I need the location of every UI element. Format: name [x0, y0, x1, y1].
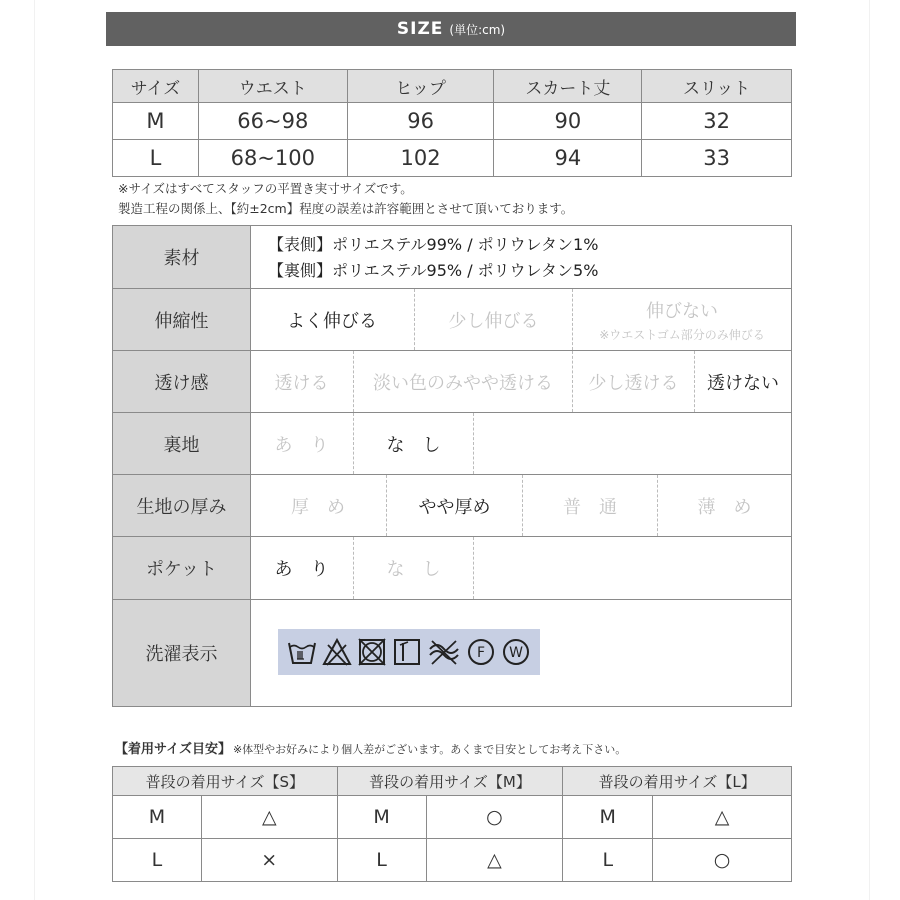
table-cell: L [563, 839, 653, 882]
table-row [113, 839, 792, 882]
table-cell: M [113, 796, 202, 839]
column-header: 普段の着用サイズ【M】 [337, 767, 563, 796]
thickness-option: やや厚め [387, 475, 523, 536]
size-table-header [113, 70, 792, 103]
table-cell: △ [426, 839, 563, 882]
table-row [113, 103, 792, 140]
table-cell: 90 [494, 103, 642, 140]
table-cell: L [113, 839, 202, 882]
table-cell: M [337, 796, 426, 839]
material-line: 【表側】ポリエステル99% / ポリウレタン1% [268, 235, 599, 254]
table-cell: L [113, 140, 199, 177]
note-line: 製造工程の関係上、【約±2cm】程度の誤差は許容範囲とさせて頂いております。 [118, 201, 574, 216]
wetclean-letter: W [509, 645, 524, 661]
spec-row-sheerness [113, 351, 791, 413]
spec-row-lining [113, 413, 791, 475]
size-title: SIZE [396, 19, 444, 39]
spec-row-material [113, 226, 791, 289]
table-cell: M [113, 103, 199, 140]
column-header: スカート丈 [494, 70, 642, 103]
lining-option: な し [354, 413, 474, 474]
laundry-symbols [278, 629, 540, 675]
thickness-option: 普 通 [523, 475, 658, 536]
wring-icon [427, 637, 461, 667]
column-header: 普段の着用サイズ【S】 [113, 767, 338, 796]
table-cell: M [563, 796, 653, 839]
table-row [113, 796, 792, 839]
spec-row-thickness [113, 475, 791, 537]
table-cell: 68~100 [198, 140, 347, 177]
table-cell: △ [653, 796, 792, 839]
spec-table [112, 225, 792, 707]
sheer-option: 透けない [707, 372, 779, 394]
fit-table-header [113, 767, 792, 796]
spec-row-laundry [113, 600, 791, 706]
table-cell: 66~98 [198, 103, 347, 140]
sheer-option: 透ける [250, 351, 354, 412]
column-header: ウエスト [198, 70, 347, 103]
column-header: スリット [642, 70, 792, 103]
table-cell: 102 [347, 140, 494, 177]
fit-guide-heading: 【着用サイズ目安】 [115, 742, 231, 757]
table-cell: ○ [426, 796, 563, 839]
table-cell: 33 [642, 140, 792, 177]
line-dry-icon [392, 637, 422, 667]
pocket-option: な し [354, 537, 474, 599]
spec-label: 洗濯表示 [113, 600, 251, 706]
table-cell: 96 [347, 103, 494, 140]
table-cell: 94 [494, 140, 642, 177]
size-table [112, 69, 792, 177]
no-bleach-icon [322, 637, 352, 667]
spec-label: 裏地 [113, 413, 251, 474]
no-tumble-dry-icon [357, 637, 387, 667]
spec-row-stretch [113, 289, 791, 351]
washtub-icon [287, 637, 317, 667]
spec-label: 素材 [113, 226, 251, 288]
spec-label: 透け感 [113, 351, 251, 412]
table-cell: × [201, 839, 337, 882]
lining-option: あ り [250, 413, 354, 474]
dryclean-letter: F [477, 645, 486, 661]
column-header: 普段の着用サイズ【L】 [563, 767, 792, 796]
thickness-option: 薄 め [697, 496, 752, 518]
size-unit: (単位:cm) [449, 23, 506, 37]
stretch-option: 伸びない [646, 300, 718, 322]
stretch-sub-note: ※ウエストゴム部分のみ伸びる [599, 327, 765, 342]
spec-label: 生地の厚み [113, 475, 251, 536]
thickness-option: 厚 め [250, 475, 387, 536]
measurement-notes [118, 179, 573, 219]
dryclean-f-icon [466, 637, 496, 667]
spec-row-pocket [113, 537, 791, 600]
material-line: 【裏側】ポリエステル95% / ポリウレタン5% [268, 261, 599, 280]
spec-label: ポケット [113, 537, 251, 599]
table-cell: 32 [642, 103, 792, 140]
table-cell: △ [201, 796, 337, 839]
spec-label: 伸縮性 [113, 289, 251, 350]
fit-guide-table [112, 766, 792, 882]
table-cell: L [337, 839, 426, 882]
sheer-option: 少し透ける [573, 351, 695, 412]
size-header-bar [106, 12, 796, 46]
fit-guide-title [115, 738, 626, 757]
material-text [268, 232, 598, 284]
wetclean-w-icon [501, 637, 531, 667]
stretch-option: よく伸びる [250, 289, 415, 350]
sheer-option: 淡い色のみやや透ける [354, 351, 573, 412]
stretch-option-group [573, 289, 791, 350]
column-header: サイズ [113, 70, 199, 103]
column-header: ヒップ [347, 70, 494, 103]
table-cell: ○ [653, 839, 792, 882]
fit-guide-note: ※体型やお好みにより個人差がございます。あくまで目安としてお考え下さい。 [232, 743, 627, 756]
stretch-option: 少し伸びる [415, 289, 573, 350]
pocket-option: あ り [250, 537, 354, 599]
table-row [113, 140, 792, 177]
note-line: ※サイズはすべてスタッフの平置き実寸サイズです。 [118, 181, 413, 196]
